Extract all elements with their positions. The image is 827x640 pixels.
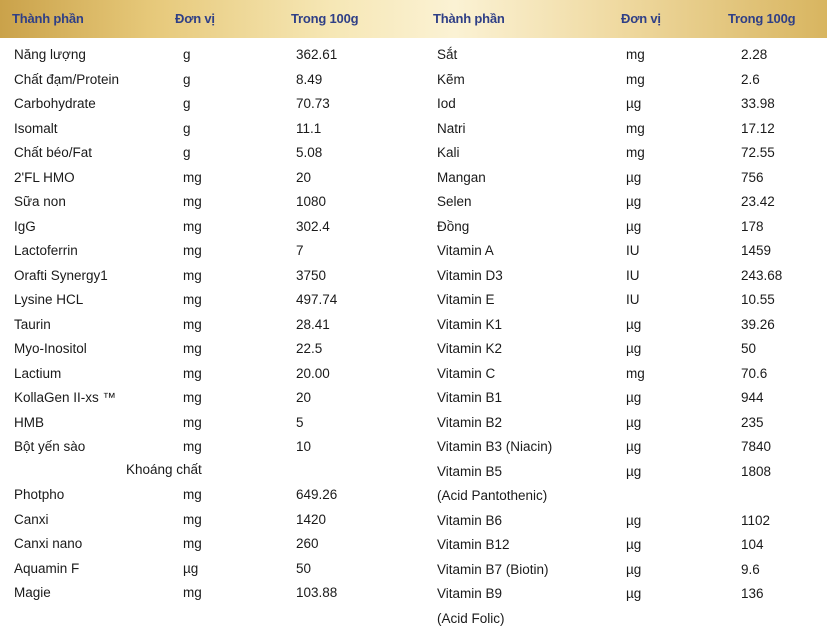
nutrient-value: 10	[296, 439, 312, 454]
nutrient-value: 7	[296, 243, 304, 258]
nutrient-unit: µg	[626, 96, 642, 111]
nutrient-name: Vitamin B7 (Biotin)	[437, 561, 549, 577]
nutrient-name: Bột yến sào	[14, 439, 86, 454]
nutrient-value: 1459	[741, 243, 772, 258]
nutrient-value: 20	[296, 169, 312, 185]
nutrient-name: (Acid Pantothenic)	[437, 488, 548, 503]
nutrient-value: 2.28	[741, 47, 768, 62]
nutrient-value: 20	[296, 390, 312, 405]
table-header-bar	[0, 0, 827, 38]
nutrient-row	[0, 68, 827, 92]
nutrient-unit: µg	[626, 218, 642, 234]
nutrient-name: Myo-Inositol	[14, 341, 87, 356]
nutrient-unit: µg	[626, 341, 642, 356]
nutrient-value: 136	[741, 586, 764, 601]
nutrient-name: Vitamin C	[437, 365, 496, 381]
nutrient-row	[0, 460, 827, 484]
nutrient-name: Vitamin B6	[437, 512, 503, 528]
nutrient-name: Vitamin K2	[437, 341, 503, 356]
nutrient-name: Sắt	[437, 47, 458, 62]
nutrient-name: Vitamin K1	[437, 316, 503, 332]
nutrient-name: Mangan	[437, 169, 486, 185]
nutrient-value: 50	[296, 560, 312, 576]
nutrient-name: HMB	[14, 414, 44, 430]
nutrient-name: Đồng	[437, 218, 470, 234]
nutrient-value: 70.6	[741, 365, 768, 381]
nutrient-unit: µg	[626, 512, 642, 528]
nutrient-unit: mg	[183, 365, 202, 381]
nutrient-unit: µg	[626, 194, 642, 209]
nutrient-value: 22.5	[296, 341, 323, 356]
nutrient-unit: µg	[626, 463, 642, 479]
nutrient-name: Vitamin B1	[437, 390, 503, 405]
section-label-minerals: Khoáng chất	[126, 462, 202, 477]
nutrient-name: Isomalt	[14, 120, 58, 136]
nutrient-row	[0, 43, 827, 67]
nutrient-unit: µg	[626, 390, 642, 405]
nutrient-unit: mg	[183, 439, 202, 454]
nutrient-name: Vitamin B9	[437, 586, 503, 601]
nutrient-name: 2'FL HMO	[14, 169, 75, 185]
nutrient-unit: mg	[183, 316, 202, 332]
nutrient-unit: g	[183, 47, 191, 62]
nutrient-unit: mg	[183, 585, 202, 600]
nutrient-row	[0, 92, 827, 116]
nutrient-unit: mg	[183, 292, 202, 307]
nutrient-name: (Acid Folic)	[437, 610, 505, 626]
nutrient-name: Orafti Synergy1	[14, 267, 108, 283]
nutrient-value: 235	[741, 414, 764, 430]
nutrient-value: 9.6	[741, 561, 760, 577]
nutrient-value: 28.41	[296, 316, 330, 332]
nutrient-name: Selen	[437, 194, 472, 209]
nutrient-name: Vitamin B5	[437, 463, 503, 479]
nutrient-row	[0, 264, 827, 288]
nutrient-unit: IU	[626, 267, 640, 283]
nutrient-name: Lactoferrin	[14, 243, 78, 258]
nutrient-value: 23.42	[741, 194, 775, 209]
nutrient-unit: mg	[183, 243, 202, 258]
nutrient-unit: µg	[626, 561, 642, 577]
nutrient-row	[0, 190, 827, 214]
nutrient-unit: mg	[183, 341, 202, 356]
nutrient-name: Sữa non	[14, 194, 66, 209]
nutrient-name: Vitamin B2	[437, 414, 503, 430]
nutrient-unit: µg	[626, 414, 642, 430]
nutrient-row	[0, 337, 827, 361]
nutrient-value: 1080	[296, 194, 327, 209]
nutrient-value: 497.74	[296, 292, 338, 307]
nutrient-row	[0, 215, 827, 239]
nutrient-unit: mg	[626, 120, 645, 136]
nutrient-name: Natri	[437, 120, 466, 136]
header-unit-right: Đơn vị	[621, 11, 661, 26]
nutrient-value: 260	[296, 536, 319, 551]
header-value-left: Trong 100g	[291, 11, 359, 26]
nutrient-unit: µg	[626, 439, 642, 454]
nutrient-unit: mg	[183, 218, 202, 234]
nutrient-name: Vitamin E	[437, 292, 495, 307]
nutrient-unit: mg	[183, 169, 202, 185]
nutrient-value: 50	[741, 341, 757, 356]
nutrient-unit: mg	[183, 267, 202, 283]
nutrient-name: Kẽm	[437, 71, 465, 87]
nutrient-name: Iod	[437, 96, 456, 111]
nutrient-value: 5.08	[296, 145, 323, 160]
nutrient-value: 362.61	[296, 47, 338, 62]
nutrient-unit: mg	[183, 487, 202, 502]
nutrient-value: 1102	[741, 512, 771, 528]
nutrient-unit: mg	[626, 365, 645, 381]
nutrient-value: 8.49	[296, 71, 323, 87]
nutrient-name: Carbohydrate	[14, 96, 96, 111]
nutrient-value: 103.88	[296, 585, 338, 600]
nutrient-name: Photpho	[14, 487, 65, 502]
nutrient-unit: µg	[183, 560, 199, 576]
nutrient-name: KollaGen II-xs ™	[14, 390, 117, 405]
nutrient-row	[0, 411, 827, 435]
nutrient-name: Aquamin F	[14, 560, 80, 576]
nutrient-row	[0, 362, 827, 386]
nutrient-value: 10.55	[741, 292, 775, 307]
nutrient-value: 243.68	[741, 267, 783, 283]
nutrient-row	[0, 533, 827, 557]
nutrient-unit: mg	[626, 71, 645, 87]
nutrient-unit: µg	[626, 586, 642, 601]
nutrient-unit: mg	[183, 390, 202, 405]
nutrient-name: Canxi	[14, 511, 49, 527]
nutrient-name: Kali	[437, 145, 460, 160]
nutrient-value: 5	[296, 414, 304, 430]
nutrient-name: Taurin	[14, 316, 51, 332]
nutrient-value: 649.26	[296, 487, 338, 502]
nutrient-unit: IU	[626, 292, 640, 307]
nutrient-value: 20.00	[296, 365, 330, 381]
nutrient-name: Lactium	[14, 365, 62, 381]
nutrient-row	[0, 435, 827, 459]
nutrient-unit: g	[183, 96, 191, 111]
nutrient-row	[0, 386, 827, 410]
header-unit-left: Đơn vị	[175, 11, 215, 26]
nutrient-value: 302.4	[296, 218, 330, 234]
nutrient-unit: g	[183, 145, 191, 160]
nutrient-row	[0, 288, 827, 312]
nutrient-unit: µg	[626, 316, 642, 332]
nutrient-row	[0, 558, 827, 582]
nutrient-value: 104	[741, 537, 764, 552]
nutrient-name: Lysine HCL	[14, 292, 84, 307]
nutrient-unit: mg	[183, 511, 202, 527]
nutrient-unit: mg	[183, 536, 202, 551]
nutrient-value: 33.98	[741, 96, 775, 111]
nutrient-name: Vitamin A	[437, 243, 494, 258]
nutrient-row	[0, 141, 827, 165]
nutrient-unit: mg	[183, 194, 202, 209]
nutrient-value: 2.6	[741, 71, 760, 87]
nutrient-value: 72.55	[741, 145, 775, 160]
nutrient-row	[0, 239, 827, 263]
nutrient-row	[0, 117, 827, 141]
nutrient-row	[0, 607, 827, 631]
nutrient-unit: g	[183, 71, 191, 87]
nutrient-value: 1808	[741, 463, 772, 479]
nutrient-name: Vitamin D3	[437, 267, 503, 283]
nutrient-name: Vitamin B3 (Niacin)	[437, 439, 553, 454]
nutrient-row	[0, 313, 827, 337]
nutrient-value: 70.73	[296, 96, 330, 111]
header-name-left: Thành phần	[12, 11, 84, 26]
nutrient-unit: µg	[626, 169, 642, 185]
nutrient-value: 178	[741, 218, 764, 234]
nutrient-row	[0, 484, 827, 508]
nutrient-row	[0, 509, 827, 533]
header-value-right: Trong 100g	[728, 11, 796, 26]
nutrient-value: 39.26	[741, 316, 775, 332]
nutrient-unit: g	[183, 120, 191, 136]
nutrient-row	[0, 582, 827, 606]
nutrient-unit: mg	[183, 414, 202, 430]
nutrient-value: 7840	[741, 439, 772, 454]
nutrient-unit: mg	[626, 145, 645, 160]
nutrient-name: Chất béo/Fat	[14, 145, 93, 160]
nutrient-unit: IU	[626, 243, 640, 258]
nutrient-value: 3750	[296, 267, 327, 283]
nutrient-value: 944	[741, 390, 764, 405]
nutrient-name: Chất đạm/Protein	[14, 71, 120, 87]
nutrient-unit: mg	[626, 47, 645, 62]
nutrient-name: Năng lượng	[14, 47, 86, 62]
nutrient-value: 756	[741, 169, 764, 185]
nutrient-name: Canxi nano	[14, 536, 83, 551]
nutrient-value: 11.1	[296, 120, 322, 136]
nutrient-name: Vitamin B12	[437, 537, 510, 552]
nutrient-name: Magie	[14, 585, 51, 600]
header-name-right: Thành phần	[433, 11, 505, 26]
nutrient-name: IgG	[14, 218, 36, 234]
nutrient-value: 17.12	[741, 120, 775, 136]
nutrient-unit: µg	[626, 537, 642, 552]
nutrient-row	[0, 166, 827, 190]
nutrient-value: 1420	[296, 511, 327, 527]
